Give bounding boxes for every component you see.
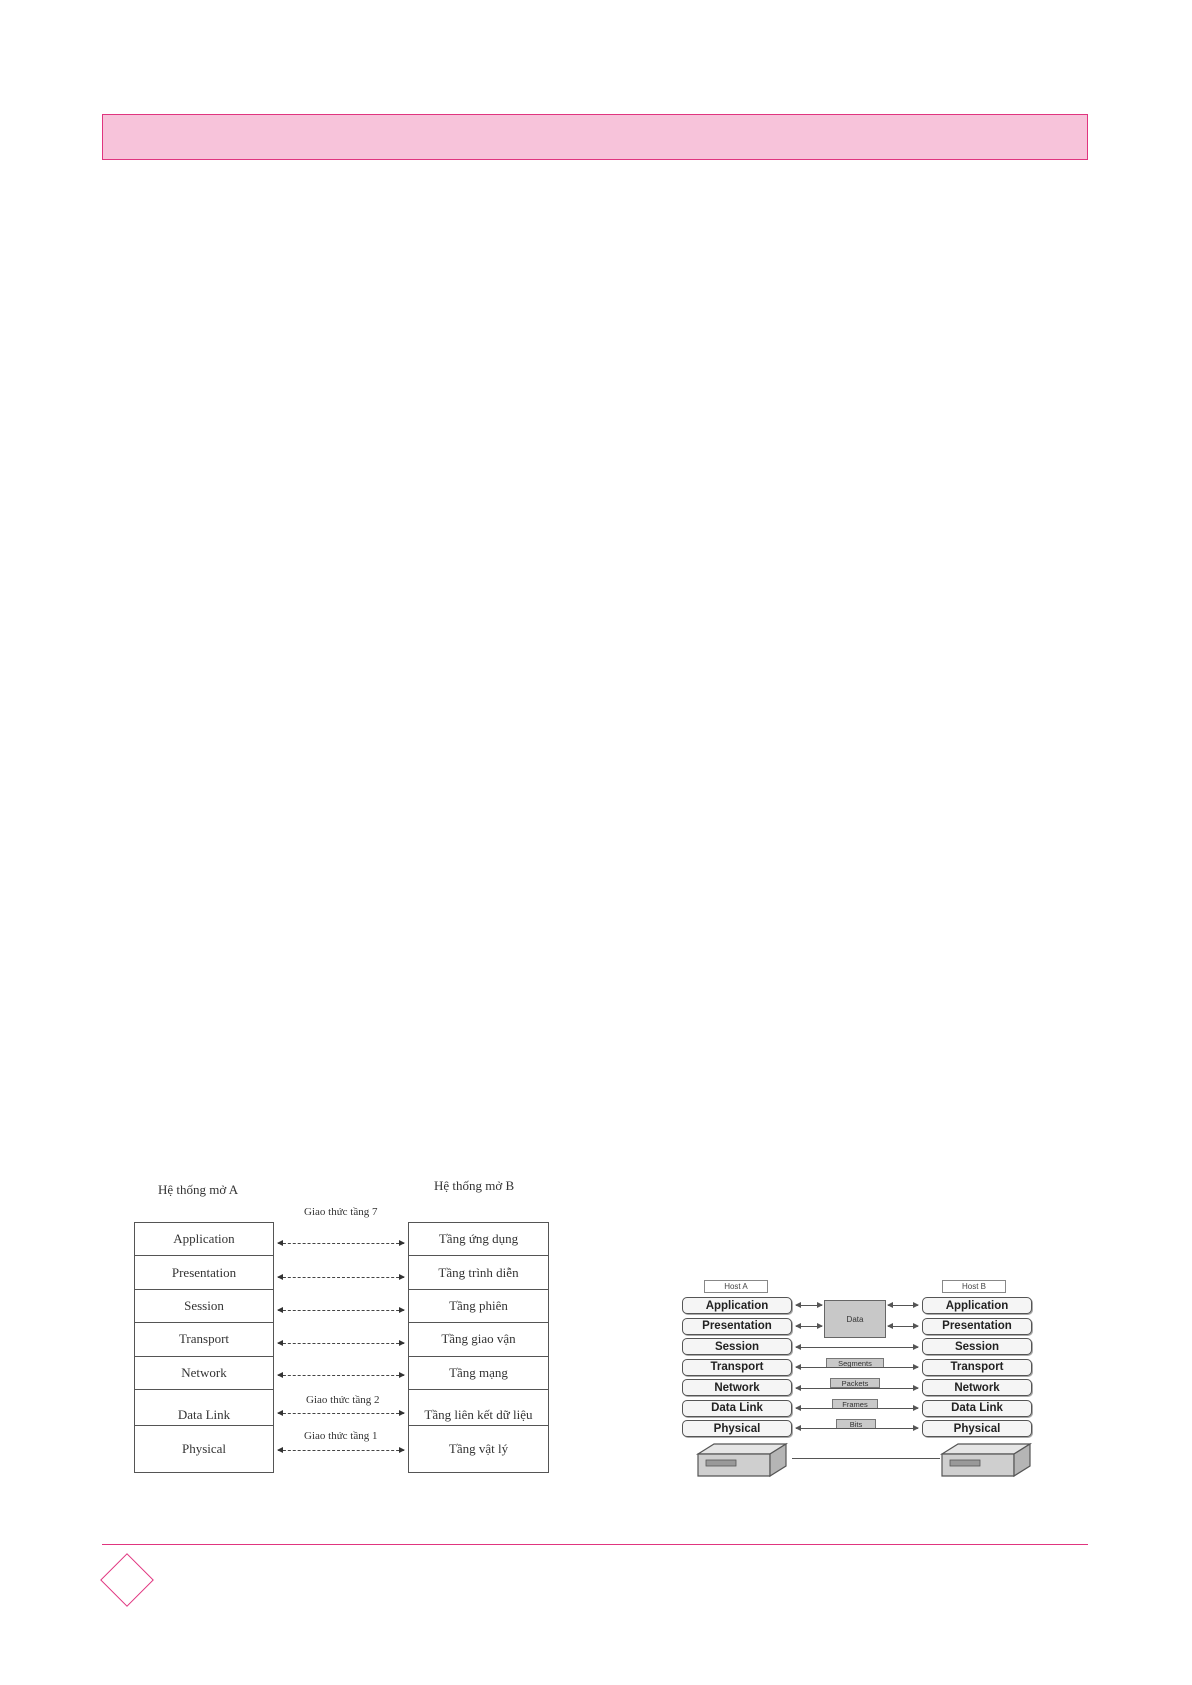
network-cable-line <box>792 1458 940 1459</box>
peer-arrow-network <box>278 1375 404 1376</box>
host-b-stack <box>922 1297 1032 1441</box>
host-a-application: Application <box>682 1297 792 1314</box>
header-band <box>102 114 1088 160</box>
system-a-title: Hệ thống mở A <box>158 1182 239 1197</box>
computer-icon <box>694 1440 790 1480</box>
host-b-network: Network <box>922 1379 1032 1396</box>
host-b-presentation: Presentation <box>922 1318 1032 1335</box>
host-b-transport: Transport <box>922 1359 1032 1376</box>
host-a-network: Network <box>682 1379 792 1396</box>
layer-a-data-link: Data Link <box>135 1390 273 1426</box>
host-a-transport: Transport <box>682 1359 792 1376</box>
page-number <box>108 1561 146 1599</box>
peer-arrow-data-link <box>278 1413 404 1414</box>
arrow-presentation-right <box>888 1326 918 1327</box>
host-b-session: Session <box>922 1338 1032 1355</box>
host-a-stack <box>682 1297 792 1441</box>
host-b-physical: Physical <box>922 1420 1032 1437</box>
layer-a-presentation: Presentation <box>135 1256 273 1289</box>
system-b-stack <box>408 1222 549 1473</box>
host-a-session: Session <box>682 1338 792 1355</box>
bits-tag: Bits <box>836 1419 876 1429</box>
layer-a-application: Application <box>135 1223 273 1256</box>
layer-a-transport: Transport <box>135 1323 273 1356</box>
peer-arrow-transport <box>278 1343 404 1344</box>
system-b-title: Hệ thống mở B <box>434 1178 515 1193</box>
layer-b-transport: Tầng giao vận <box>409 1323 548 1356</box>
osi-hosts-figure <box>680 1280 1040 1480</box>
layer-b-session: Tầng phiên <box>409 1290 548 1323</box>
host-a-physical: Physical <box>682 1420 792 1437</box>
host-b-label: Host B <box>942 1280 1006 1293</box>
footer-rule <box>102 1544 1088 1545</box>
computer-icon <box>938 1440 1034 1480</box>
arrow-session <box>796 1347 918 1348</box>
host-a-data-link: Data Link <box>682 1400 792 1417</box>
arrow-data-link <box>796 1408 918 1409</box>
arrow-presentation-left <box>796 1326 822 1327</box>
arrow-physical <box>796 1428 918 1429</box>
data-pdu-box: Data <box>824 1300 886 1338</box>
layer-b-network: Tầng mạng <box>409 1357 548 1390</box>
layer-b-data-link: Tầng liên kết dữ liệu <box>409 1390 548 1426</box>
arrow-application-right <box>888 1305 918 1306</box>
host-a-presentation: Presentation <box>682 1318 792 1335</box>
peer-arrow-presentation <box>278 1277 404 1278</box>
osi-layers-table-figure <box>132 1170 552 1486</box>
peer-arrow-application <box>278 1243 404 1244</box>
protocol-2-label: Giao thức tầng 2 <box>306 1394 380 1406</box>
layer-a-session: Session <box>135 1290 273 1323</box>
packets-tag: Packets <box>830 1378 880 1388</box>
layer-b-presentation: Tầng trình diễn <box>409 1256 548 1289</box>
segments-tag: Segments <box>826 1358 884 1368</box>
protocol-7-label: Giao thức tầng 7 <box>304 1206 378 1218</box>
system-a-stack <box>134 1222 274 1473</box>
protocol-1-label: Giao thức tầng 1 <box>304 1430 378 1442</box>
frames-tag: Frames <box>832 1399 878 1409</box>
layer-a-network: Network <box>135 1357 273 1390</box>
arrow-transport <box>796 1367 918 1368</box>
peer-arrow-session <box>278 1310 404 1311</box>
host-b-data-link: Data Link <box>922 1400 1032 1417</box>
peer-arrow-physical <box>278 1450 404 1451</box>
host-a-label: Host A <box>704 1280 768 1293</box>
arrow-application-left <box>796 1305 822 1306</box>
host-b-application: Application <box>922 1297 1032 1314</box>
layer-a-physical: Physical <box>181 1440 227 1456</box>
layer-b-physical: Tầng vật lý <box>448 1440 509 1456</box>
layer-b-application: Tầng ứng dụng <box>409 1223 548 1256</box>
arrow-network <box>796 1388 918 1389</box>
